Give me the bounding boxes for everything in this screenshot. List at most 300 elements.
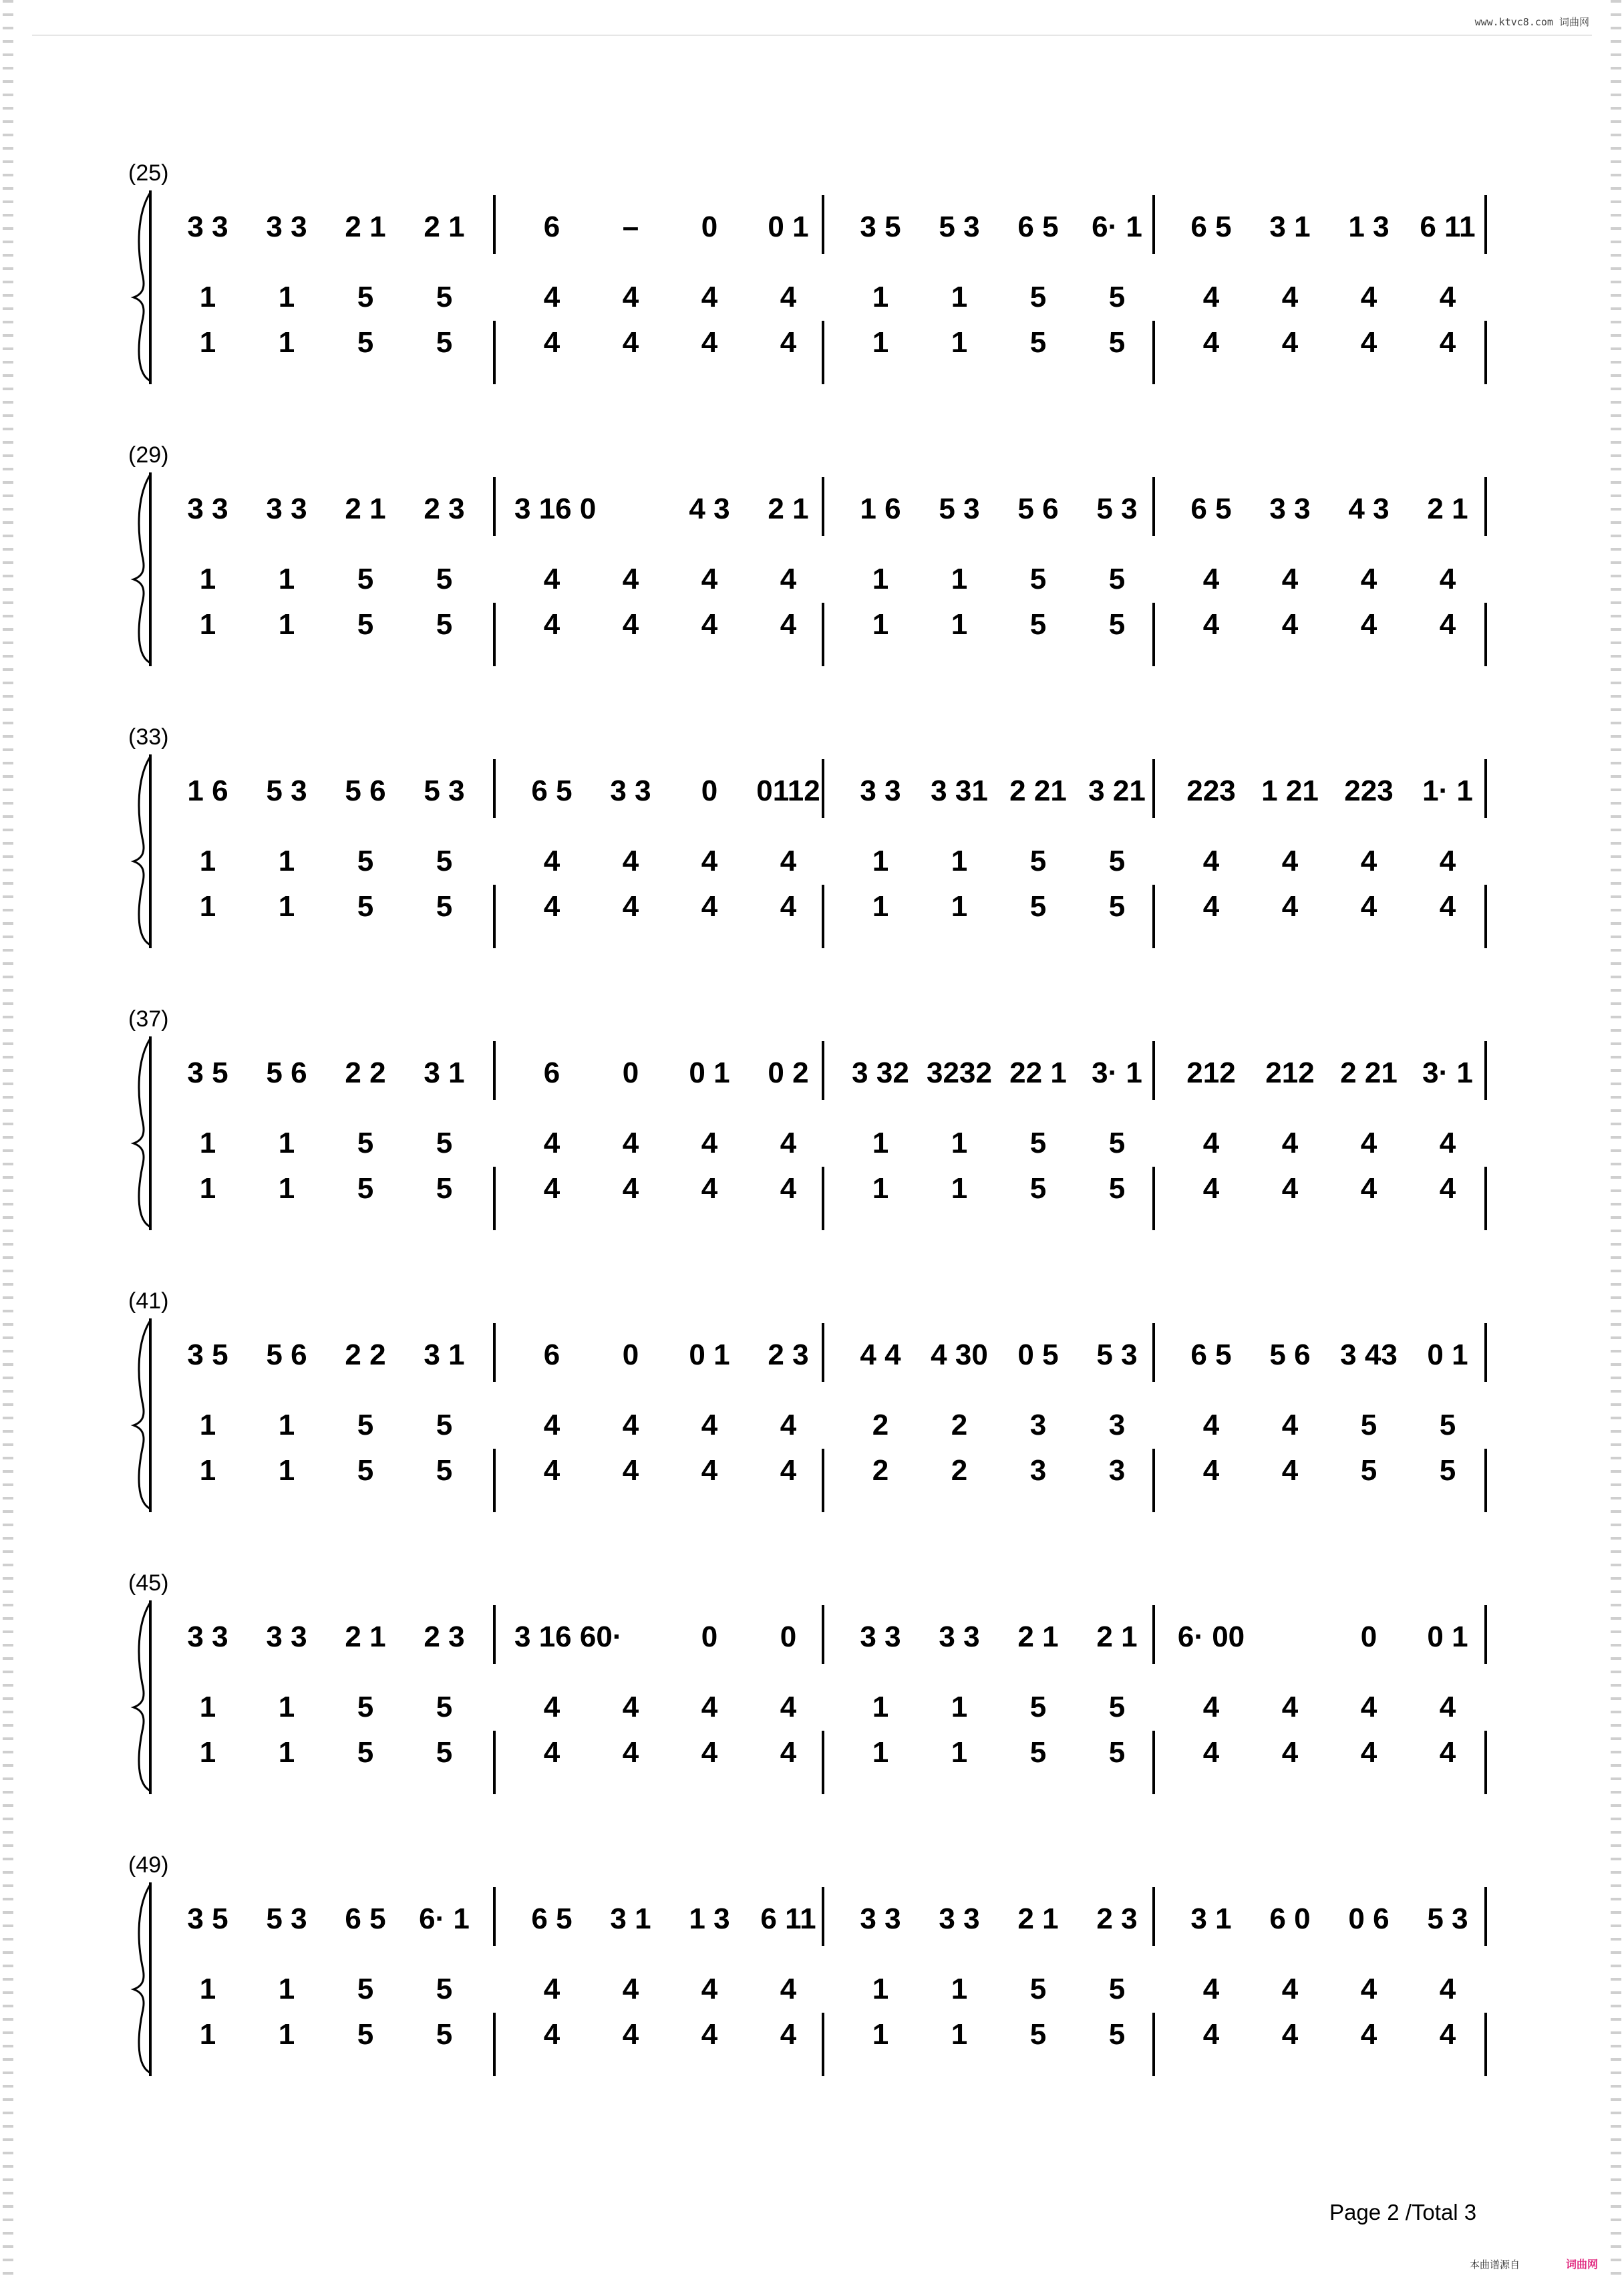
accomp-note: 4: [622, 890, 639, 923]
accomp-note: 1: [951, 326, 968, 359]
accomp-note: 4: [622, 1454, 639, 1487]
accomp-note: 5: [1108, 281, 1126, 313]
melody-note: 3· 1: [1422, 1056, 1473, 1089]
system: [0, 1852, 1624, 2093]
accomp-note: 1: [199, 1973, 216, 2005]
accomp-note: 4: [1281, 1973, 1299, 2005]
accomp-note: 4: [701, 845, 718, 877]
lower-row: [0, 890, 1624, 930]
accomp-note: 5: [1029, 1127, 1047, 1159]
accomp-note: 4: [701, 1409, 718, 1441]
accomp-note: 4: [1439, 608, 1456, 641]
accomp-note: 4: [543, 1973, 560, 2005]
melody-note: 0 1: [1427, 1620, 1468, 1653]
melody-note: 0 6: [1348, 1902, 1390, 1935]
melody-note: 3 1: [424, 1338, 465, 1371]
accomp-note: 4: [543, 890, 560, 923]
accomp-note: 5: [357, 608, 374, 641]
system: [0, 724, 1624, 965]
melody-note: 5 3: [939, 492, 980, 525]
accomp-note: 4: [1360, 608, 1377, 641]
accomp-note: 4: [1439, 1736, 1456, 1769]
accomp-note: 5: [1029, 1172, 1047, 1205]
accomp-note: 1: [872, 890, 889, 923]
accomp-note: 5: [436, 1691, 453, 1723]
accomp-note: 5: [1108, 608, 1126, 641]
accomp-note: 4: [780, 845, 797, 877]
accomp-note: 4: [1281, 1691, 1299, 1723]
melody-note: 3 32: [852, 1056, 909, 1089]
accomp-note: 4: [1360, 890, 1377, 923]
melody-note: 3 3: [187, 1620, 228, 1653]
accomp-note: 4: [1202, 845, 1220, 877]
accomp-note: 4: [1202, 608, 1220, 641]
accomp-note: 5: [1029, 845, 1047, 877]
accomp-note: 5: [436, 2018, 453, 2051]
accomp-note: 5: [1108, 1973, 1126, 2005]
accomp-note: 1: [872, 1127, 889, 1159]
accomp-note: 4: [701, 326, 718, 359]
melody-note: 6 5: [1017, 210, 1059, 243]
melody-note: 6: [543, 1338, 560, 1371]
accomp-note: 4: [1202, 890, 1220, 923]
melody-note: 3 5: [187, 1902, 228, 1935]
melody-row: [0, 1056, 1624, 1097]
accomp-note: 1: [951, 1973, 968, 2005]
melody-note: 212: [1265, 1056, 1315, 1089]
accomp-note: 4: [1360, 326, 1377, 359]
melody-note: 3 3: [939, 1620, 980, 1653]
accomp-note: 4: [1360, 281, 1377, 313]
accomp-note: 1: [278, 1736, 295, 1769]
accomp-note: 1: [278, 1454, 295, 1487]
melody-note: 6 5: [1190, 210, 1232, 243]
accomp-note: 4: [701, 1454, 718, 1487]
accomp-note: 5: [436, 1973, 453, 2005]
accomp-note: 4: [543, 845, 560, 877]
accomp-note: 1: [278, 1973, 295, 2005]
melody-note: 2 3: [424, 1620, 465, 1653]
accomp-note: 4: [1281, 563, 1299, 595]
accomp-note: 5: [357, 1454, 374, 1487]
accomp-note: 5: [436, 890, 453, 923]
lower-row: [0, 2018, 1624, 2058]
melody-note: 2 3: [1096, 1902, 1138, 1935]
accomp-note: 5: [357, 2018, 374, 2051]
melody-note: 1 6: [860, 492, 901, 525]
melody-note: 5 3: [1427, 1902, 1468, 1935]
melody-row: [0, 492, 1624, 533]
melody-note: 5 3: [939, 210, 980, 243]
accomp-note: 4: [701, 281, 718, 313]
accomp-note: 5: [1029, 563, 1047, 595]
melody-note: 5 6: [1017, 492, 1059, 525]
melody-note: 3 5: [860, 210, 901, 243]
accomp-note: 5: [436, 563, 453, 595]
melody-note: –: [622, 210, 639, 243]
system: [0, 442, 1624, 683]
accomp-note: 1: [278, 1409, 295, 1441]
accomp-note: 4: [780, 2018, 797, 2051]
accomp-note: 4: [1281, 1454, 1299, 1487]
accomp-note: 4: [701, 2018, 718, 2051]
melody-note: 3· 1: [1092, 1056, 1142, 1089]
accomp-note: 4: [622, 281, 639, 313]
accomp-note: 4: [1360, 563, 1377, 595]
accomp-note: 4: [701, 1736, 718, 1769]
accomp-note: 5: [1439, 1409, 1456, 1441]
accomp-note: 1: [199, 1736, 216, 1769]
melody-note: 2 2: [345, 1056, 386, 1089]
accomp-note: 5: [1439, 1454, 1456, 1487]
accomp-note: 1: [199, 845, 216, 877]
accomp-note: 4: [701, 1691, 718, 1723]
measure-number: (45): [128, 1570, 169, 1596]
accomp-note: 5: [1108, 845, 1126, 877]
melody-note: 0 1: [689, 1056, 730, 1089]
accomp-note: 1: [199, 1127, 216, 1159]
accomp-note: 4: [622, 563, 639, 595]
melody-note: 5 3: [424, 774, 465, 807]
accomp-note: 1: [278, 1127, 295, 1159]
melody-note: 0: [1360, 1620, 1377, 1653]
melody-note: 3 21: [1088, 774, 1146, 807]
accomp-note: 5: [1029, 608, 1047, 641]
melody-row: [0, 774, 1624, 815]
melody-note: 2 21: [1009, 774, 1067, 807]
accomp-note: 4: [1202, 1736, 1220, 1769]
melody-note: 3 1: [1269, 210, 1311, 243]
lower-row: [0, 326, 1624, 366]
accomp-note: 4: [1202, 1172, 1220, 1205]
accomp-note: 1: [278, 890, 295, 923]
melody-note: 4 4: [860, 1338, 901, 1371]
accomp-note: 1: [872, 1973, 889, 2005]
melody-note: 3 43: [1340, 1338, 1398, 1371]
accomp-note: 1: [278, 1172, 295, 1205]
melody-note: 2 1: [1017, 1902, 1059, 1935]
accomp-note: 5: [1108, 326, 1126, 359]
melody-note: 4 3: [1348, 492, 1390, 525]
melody-note: 3 3: [610, 774, 651, 807]
accomp-note: 5: [1029, 1736, 1047, 1769]
accomp-note: 4: [1281, 2018, 1299, 2051]
accomp-note: 4: [1360, 1736, 1377, 1769]
accomp-note: 5: [1029, 2018, 1047, 2051]
accomp-note: 5: [357, 281, 374, 313]
melody-note: 3 5: [187, 1056, 228, 1089]
melody-note: 2 21: [1340, 1056, 1398, 1089]
accomp-note: 4: [780, 326, 797, 359]
accomp-note: 1: [872, 326, 889, 359]
melody-note: 6 5: [531, 774, 573, 807]
melody-note: 6 5: [1190, 492, 1232, 525]
accomp-note: 5: [357, 326, 374, 359]
accomp-note: 4: [1281, 845, 1299, 877]
melody-note: 6 11: [1420, 210, 1476, 243]
melody-note: 6· 1: [419, 1902, 470, 1935]
site-watermark: www.ktvc8.com 词曲网: [1474, 16, 1589, 28]
accomp-note: 1: [199, 563, 216, 595]
accomp-note: 4: [780, 1127, 797, 1159]
accomp-note: 4: [1281, 1736, 1299, 1769]
accomp-note: 4: [1360, 1127, 1377, 1159]
accomp-note: 1: [872, 608, 889, 641]
accomp-note: 4: [1360, 2018, 1377, 2051]
accomp-note: 1: [199, 2018, 216, 2051]
melody-note: 2 1: [1017, 1620, 1059, 1653]
melody-note: 5 6: [1269, 1338, 1311, 1371]
accomp-note: 4: [1281, 1409, 1299, 1441]
measure-number: (33): [128, 724, 169, 750]
accomp-note: 4: [701, 563, 718, 595]
accomp-note: 4: [1281, 326, 1299, 359]
melody-note: 3 3: [860, 1620, 901, 1653]
melody-note: 3 3: [860, 1902, 901, 1935]
accomp-note: 4: [701, 890, 718, 923]
accomp-note: 1: [872, 1691, 889, 1723]
melody-note: 0 1: [1427, 1338, 1468, 1371]
accomp-note: 4: [1202, 1454, 1220, 1487]
melody-note: 0 2: [768, 1056, 809, 1089]
accomp-note: 4: [1281, 608, 1299, 641]
accomp-note: 5: [357, 1691, 374, 1723]
melody-note: 2 1: [345, 1620, 386, 1653]
accomp-note: 4: [1439, 845, 1456, 877]
accomp-note: 4: [1439, 281, 1456, 313]
accomp-note: 5: [357, 1409, 374, 1441]
accomp-note: 4: [1360, 1973, 1377, 2005]
accomp-note: 5: [357, 563, 374, 595]
melody-row: [0, 210, 1624, 251]
melody-note: 3 1: [1190, 1902, 1232, 1935]
upper-row: [0, 1409, 1624, 1449]
melody-note: 5 3: [1096, 1338, 1138, 1371]
melody-note: 2 1: [768, 492, 809, 525]
accomp-note: 4: [1439, 890, 1456, 923]
melody-note: 1 3: [1348, 210, 1390, 243]
melody-note: 1 21: [1261, 774, 1319, 807]
melody-note: 5 3: [266, 774, 307, 807]
accomp-note: 4: [780, 1454, 797, 1487]
system: [0, 1006, 1624, 1247]
melody-note: 3 3: [939, 1902, 980, 1935]
accomp-note: 4: [1360, 1172, 1377, 1205]
accomp-note: 4: [1439, 1172, 1456, 1205]
accomp-note: 4: [780, 563, 797, 595]
accomp-note: 2: [951, 1454, 968, 1487]
melody-note: 5 3: [1096, 492, 1138, 525]
accomp-note: 4: [780, 608, 797, 641]
accomp-note: 4: [622, 1172, 639, 1205]
accomp-note: 4: [701, 1973, 718, 2005]
accomp-note: 4: [701, 1127, 718, 1159]
accomp-note: 4: [780, 281, 797, 313]
accomp-note: 4: [1439, 563, 1456, 595]
accomp-note: 4: [1202, 1409, 1220, 1441]
accomp-note: 4: [780, 1172, 797, 1205]
accomp-note: 5: [436, 1454, 453, 1487]
accomp-note: 4: [1202, 1973, 1220, 2005]
accomp-note: 5: [436, 1409, 453, 1441]
footer-source-label: 本曲谱源自: [1470, 2259, 1520, 2271]
melody-note: 3 3: [187, 492, 228, 525]
melody-note: 6: [543, 210, 560, 243]
accomp-note: 5: [357, 1973, 374, 2005]
accomp-note: 4: [1281, 890, 1299, 923]
accomp-note: 1: [278, 563, 295, 595]
accomp-note: 1: [951, 1172, 968, 1205]
accomp-note: 4: [1281, 1127, 1299, 1159]
accomp-note: 2: [872, 1409, 889, 1441]
melody-note: 0: [701, 210, 718, 243]
accomp-note: 1: [199, 281, 216, 313]
accomp-note: 4: [780, 1973, 797, 2005]
accomp-note: 4: [1281, 281, 1299, 313]
accomp-note: 4: [622, 1691, 639, 1723]
melody-note: 6· 1: [1092, 210, 1142, 243]
accomp-note: 5: [1108, 1691, 1126, 1723]
melody-note: 2 1: [424, 210, 465, 243]
melody-note: 3 3: [266, 210, 307, 243]
accomp-note: 4: [622, 1127, 639, 1159]
accomp-note: 4: [543, 563, 560, 595]
melody-note: 2 1: [345, 492, 386, 525]
accomp-note: 1: [278, 1691, 295, 1723]
accomp-note: 4: [622, 608, 639, 641]
melody-note: 1 6: [187, 774, 228, 807]
accomp-note: 4: [622, 845, 639, 877]
accomp-note: 4: [622, 326, 639, 359]
melody-note: 6 11: [760, 1902, 816, 1935]
melody-note: 0 1: [768, 210, 809, 243]
melody-note: 3 16 0: [514, 492, 597, 525]
accomp-note: 1: [951, 1691, 968, 1723]
accomp-note: 4: [543, 1454, 560, 1487]
accomp-note: 5: [436, 1172, 453, 1205]
melody-note: 3 5: [187, 1338, 228, 1371]
melody-note: 6: [543, 1056, 560, 1089]
accomp-note: 4: [622, 2018, 639, 2051]
accomp-note: 4: [543, 1127, 560, 1159]
accomp-note: 5: [1108, 2018, 1126, 2051]
accomp-note: 4: [622, 1736, 639, 1769]
accomp-note: 4: [1439, 2018, 1456, 2051]
accomp-note: 1: [199, 1691, 216, 1723]
accomp-note: 4: [1202, 563, 1220, 595]
measure-number: (49): [128, 1852, 169, 1878]
accomp-note: 4: [543, 1172, 560, 1205]
accomp-note: 1: [278, 608, 295, 641]
accomp-note: 5: [1108, 1736, 1126, 1769]
accomp-note: 5: [357, 1127, 374, 1159]
accomp-note: 1: [951, 890, 968, 923]
accomp-note: 4: [543, 281, 560, 313]
melody-note: 223: [1344, 774, 1394, 807]
accomp-note: 4: [1439, 1691, 1456, 1723]
accomp-note: 2: [951, 1409, 968, 1441]
accomp-note: 1: [199, 1172, 216, 1205]
accomp-note: 1: [872, 563, 889, 595]
accomp-note: 1: [199, 608, 216, 641]
melody-note: 5 6: [345, 774, 386, 807]
accomp-note: 4: [1202, 281, 1220, 313]
accomp-note: 5: [436, 845, 453, 877]
accomp-note: 4: [1202, 1127, 1220, 1159]
melody-note: 5 6: [266, 1338, 307, 1371]
accomp-note: 5: [357, 1172, 374, 1205]
accomp-note: 4: [1439, 1127, 1456, 1159]
melody-note: 212: [1186, 1056, 1236, 1089]
accomp-note: 1: [951, 608, 968, 641]
accomp-note: 5: [1029, 281, 1047, 313]
upper-row: [0, 1691, 1624, 1731]
melody-note: 0: [701, 1620, 718, 1653]
melody-note: 0112: [756, 774, 820, 807]
melody-row: [0, 1620, 1624, 1661]
melody-note: 6 5: [1190, 1338, 1232, 1371]
accomp-note: 4: [780, 1736, 797, 1769]
accomp-note: 4: [701, 608, 718, 641]
accomp-note: 5: [436, 326, 453, 359]
lower-row: [0, 1736, 1624, 1776]
system: [0, 1570, 1624, 1811]
accomp-note: 1: [951, 1736, 968, 1769]
melody-row: [0, 1902, 1624, 1943]
upper-row: [0, 1973, 1624, 2013]
melody-note: 2 1: [345, 210, 386, 243]
accomp-note: 4: [780, 890, 797, 923]
accomp-note: 5: [1029, 1691, 1047, 1723]
accomp-note: 1: [951, 563, 968, 595]
accomp-note: 1: [199, 1409, 216, 1441]
accomp-note: 5: [1108, 890, 1126, 923]
footer-logo: 词曲网: [1566, 2258, 1599, 2271]
upper-row: [0, 1127, 1624, 1167]
melody-note: 0: [622, 1338, 639, 1371]
accomp-note: 1: [278, 845, 295, 877]
accomp-note: 1: [872, 281, 889, 313]
accomp-note: 1: [199, 326, 216, 359]
melody-note: 0 5: [1017, 1338, 1059, 1371]
accomp-note: 4: [1202, 1691, 1220, 1723]
accomp-note: 5: [436, 1736, 453, 1769]
accomp-note: 3: [1108, 1454, 1126, 1487]
melody-note: 3 3: [1269, 492, 1311, 525]
accomp-note: 3: [1029, 1454, 1047, 1487]
melody-note: 6 5: [345, 1902, 386, 1935]
accomp-note: 5: [1029, 1973, 1047, 2005]
accomp-note: 5: [1108, 1127, 1126, 1159]
accomp-note: 4: [543, 2018, 560, 2051]
melody-note: 2 2: [345, 1338, 386, 1371]
melody-note: 3 16 60·: [514, 1620, 623, 1653]
accomp-note: 1: [872, 1172, 889, 1205]
upper-row: [0, 845, 1624, 885]
accomp-note: 4: [1360, 1691, 1377, 1723]
lower-row: [0, 608, 1624, 648]
accomp-note: 4: [1281, 1172, 1299, 1205]
accomp-note: 1: [278, 2018, 295, 2051]
accomp-note: 5: [436, 281, 453, 313]
accomp-note: 1: [199, 890, 216, 923]
accomp-note: 5: [1108, 1172, 1126, 1205]
accomp-note: 1: [278, 326, 295, 359]
measure-number: (37): [128, 1006, 169, 1032]
accomp-note: 4: [622, 1409, 639, 1441]
accomp-note: 4: [1202, 326, 1220, 359]
lower-row: [0, 1172, 1624, 1212]
